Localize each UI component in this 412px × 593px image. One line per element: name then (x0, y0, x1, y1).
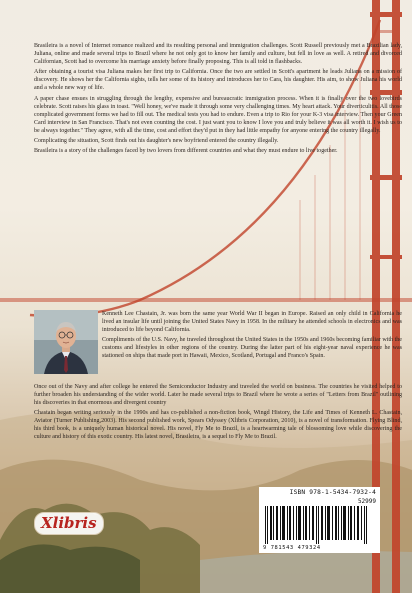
barcode-bars (263, 506, 376, 544)
barcode-number: 9 781543 479324 (263, 545, 321, 551)
synopsis-paragraph: A paper chase ensues in struggling through the lengthy, expensive and bureaucratic immigration process. When it is finally over the two lovebirds celebrate. Scott raises his glass in toast. "Well honey, we've made it through some very challenging times. My heart attack. Your diverticulitis. All those complicated government forms we had to fill out. The medical tests you had to endure. Even a trip to Rio for your K-3 visa interview. Then your Green Card interview in San Francisco. That's not even counting the cost. I just want you to know I love you and truly believe it was all worth it. I wish us to be always together." They agree, with all the time, cost and effort they'd put in they had little empathy for anyone entering the country illegally. (34, 95, 402, 134)
price-code: 52999 (357, 498, 376, 505)
bio-paragraph: Compliments of the U.S. Navy, he traveled throughout the United States in the 1950s and 1960s becoming familiar with the customs and lifestyles in other regions of the country. During the latter part of his eight-year naval experience he was stationed on ships that made port in Hawaii, Mexico, Scotland, Portugal and Franco's Spain. (102, 337, 402, 360)
author-photo (34, 310, 98, 374)
author-bio (102, 310, 402, 363)
author-portrait-image (34, 310, 98, 374)
synopsis-paragraph: Brasileira is a novel of Internet romance realized and its resulting personal and immigration challenges. Scott Russell previously met a Brazilian lady, Juliana, online and made several trips to Brazil where he not only got to know her family and culture, but fell in love as well. A retired and divorced Californian, Scott had to overcome his marriage anxiety before finally proposing. This is all told in flashbacks. (34, 43, 402, 66)
author-bio-continued (34, 383, 402, 444)
bio-paragraph: Chastain began writing seriously in the 1990s and has co-published a non-fiction book, Wingd History, the Life and Times of Kenneth L. Chastain, Aviator (Turner Publishing,2003). His second published work, Spears Odyssey (Xlibris Corporation, 2010), is a novel of transformation. Flying Blind, his third book, is a uniquely human historical novel. His novel, Fly Me to Brazil, is a heartwarming tale of blossoming love while discovering the culture and history of this exotic country. His latest novel, Brasileira, is a sequel to Fly Me to Brazil. (34, 410, 402, 441)
bio-paragraph: Once out of the Navy and after college he entered the Semiconductor Industry and traveled the world on business. The countries he visited helped to further broaden his understanding of the wider world. Later he made several trips to Brazil where he wrote a series of "Letters from Brazil" outlining his discoveries in that enormous and divergent country (34, 384, 402, 407)
synopsis-paragraph: Brasileira is a story of the challenges faced by two lovers from different countries and what they must endure to live together. (34, 148, 338, 155)
publisher-logo: Xlibris (34, 512, 104, 535)
bio-paragraph: Kenneth Lee Chastain, Jr. was born the same year World War II began in Europe. Raised an only child in California he lived an insular life until joining the United States Navy in 1958. In the military he attended schools in electronics and was introduced to life beyond California. (102, 311, 402, 334)
synopsis-paragraph: After obtaining a tourist visa Juliana makes her first trip to California. Once the two are settled in Scott's apartment he leads Juliana on a mission of discovery. He shows her the California sights, tells her some of its history and introduces her to Cara, his daughter. His aim, to show Juliana his world and a whole new way of life. (34, 69, 402, 92)
book-synopsis (34, 42, 402, 158)
isbn-barcode (259, 487, 380, 553)
synopsis-paragraph: Complicating the situation, Scott finds out his daughter's new boyfriend entered the country illegally. (34, 138, 279, 145)
isbn-label: ISBN 978-1-5434-7932-4 (289, 489, 376, 496)
